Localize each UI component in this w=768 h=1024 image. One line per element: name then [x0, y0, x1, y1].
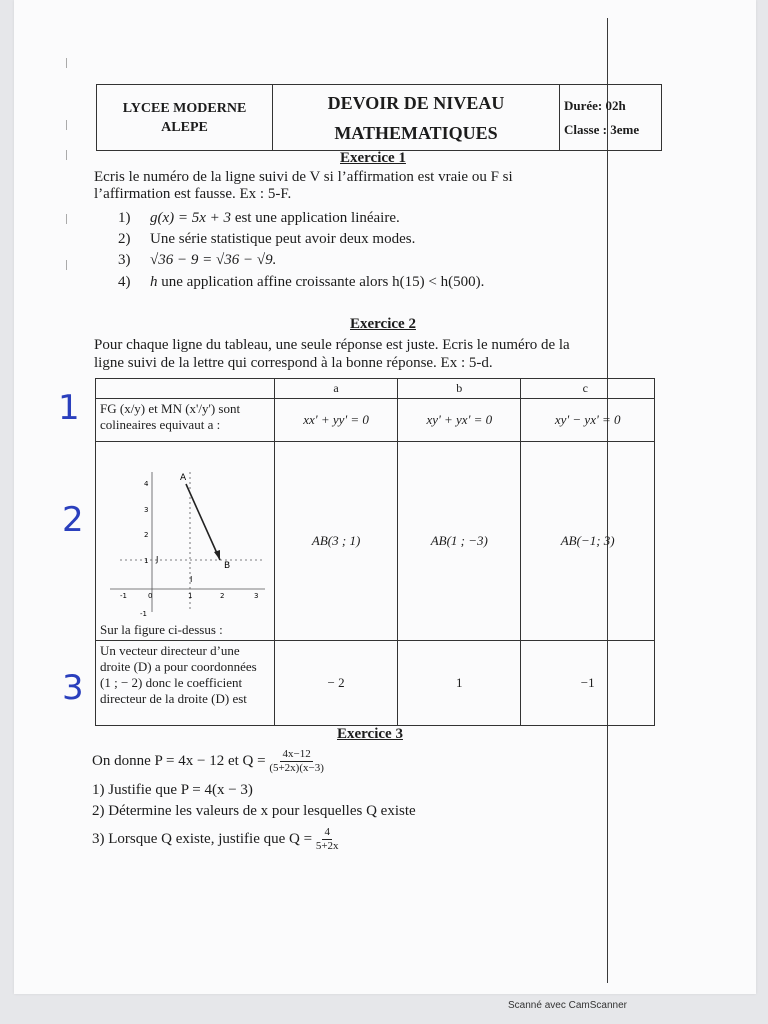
duration: Durée: 02h	[564, 97, 626, 113]
tick-label: 1	[188, 591, 193, 600]
school-name: LYCEE MODERNE ALEPE	[97, 85, 273, 150]
figure-cell	[96, 441, 275, 640]
exercise2-table	[95, 378, 655, 726]
exercise3-item: 1) Justifie que P = 4(x − 3)	[92, 782, 253, 798]
margin-mark	[66, 58, 67, 68]
figure-caption: Sur la figure ci-dessus :	[100, 621, 223, 637]
answer-c: xy' − yx' = 0	[521, 399, 655, 442]
fraction-q: $\frac{4x-12}{(5+2x)(x-3)}$	[269, 748, 324, 774]
margin-mark	[66, 120, 67, 130]
exercise3-item: 3) Lorsque Q existe, justifie que Q = $\frac{4}{5+2x}$	[92, 826, 339, 852]
scanner-watermark: Scanné avec CamScanner	[508, 1000, 627, 1011]
exam-header	[96, 84, 662, 151]
exercise1-item: 3) √36 − 9 = √36 − √9.	[118, 252, 277, 268]
question-cell: FG (x/y) et MN (x'/y') sont colineaires equivaut a :	[96, 399, 275, 442]
point-j-label: J	[156, 554, 159, 564]
answer-b: 1	[398, 640, 521, 725]
class: Classe : 3eme	[564, 121, 640, 137]
column-a: a	[275, 379, 398, 399]
column-c: c	[521, 379, 655, 399]
tick-label: 2	[144, 530, 149, 539]
tick-label: -1	[120, 591, 127, 600]
exercise1-item: 1) g(x) = 5x + 3 est une application linéaire.	[118, 210, 400, 226]
point-i-label: I	[190, 574, 193, 584]
table-row	[96, 399, 655, 442]
margin-mark	[66, 150, 67, 160]
handwritten-number: 2	[62, 500, 84, 540]
exercise1-intro: Ecris le numéro de la ligne suivi de V si l’affirmation est vraie ou F si	[94, 169, 513, 185]
exam-title: DEVOIR DE NIVEAU MATHEMATIQUES	[273, 85, 560, 150]
arrow-head	[214, 550, 220, 560]
answer-a: AB(3 ; 1)	[275, 441, 398, 640]
tick-label: 3	[254, 591, 259, 600]
answer-b: AB(1 ; −3)	[398, 441, 521, 640]
exercise2-intro: Pour chaque ligne du tableau, une seule réponse est juste. Ecris le numéro de la	[94, 337, 570, 353]
table-header-row	[96, 379, 655, 399]
exercise3-given: On donne P = 4x − 12 et Q = $\frac{4x-12}{(5+2x)(x-3)}$	[92, 748, 324, 774]
margin-mark	[66, 214, 67, 224]
exercise3-title: Exercice 3	[337, 726, 403, 742]
exam-info	[560, 85, 661, 150]
point-b-label: B	[224, 560, 231, 571]
exercise1-item: 2) Une série statistique peut avoir deux modes.	[118, 231, 416, 247]
exercise1-intro: l’affirmation est fausse. Ex : 5-F.	[94, 186, 292, 202]
exercise2-title: Exercice 2	[350, 316, 416, 332]
question-cell: Un vecteur directeur d’une droite (D) a pour coordonnées (1 ; − 2) donc le coefficient directeur de la droite (D) est	[96, 640, 275, 725]
tick-label: 0	[148, 591, 153, 600]
tick-label: 3	[144, 505, 149, 514]
fraction-final: $\frac{4}{5+2x}$	[315, 826, 339, 852]
tick-label: 2	[220, 591, 225, 600]
exercise3-item: 2) Détermine les valeurs de x pour lesquelles Q existe	[92, 803, 416, 819]
exercise2-intro: ligne suivi de la lettre qui correspond à la bonne réponse. Ex : 5-d.	[94, 355, 493, 371]
vector-ab	[186, 484, 220, 560]
answer-b: xy' + yx' = 0	[398, 399, 521, 442]
column-b: b	[398, 379, 521, 399]
exercise1-title: Exercice 1	[340, 150, 406, 166]
tick-label: 1	[144, 556, 149, 565]
vector-figure	[100, 452, 270, 622]
answer-c: AB(−1; 3)	[521, 441, 655, 640]
point-a-label: A	[180, 472, 187, 483]
tick-label: 4	[144, 479, 149, 488]
table-row	[96, 441, 655, 640]
handwritten-number: 1	[58, 388, 80, 428]
answer-c: −1	[521, 640, 655, 725]
handwritten-number: 3	[62, 668, 84, 708]
table-row	[96, 640, 655, 725]
answer-a: xx' + yy' = 0	[275, 399, 398, 442]
margin-mark	[66, 260, 67, 270]
tick-label: -1	[140, 609, 147, 618]
exercise1-item: 4) h une application affine croissante alors h(15) < h(500).	[118, 274, 485, 290]
answer-a: − 2	[275, 640, 398, 725]
